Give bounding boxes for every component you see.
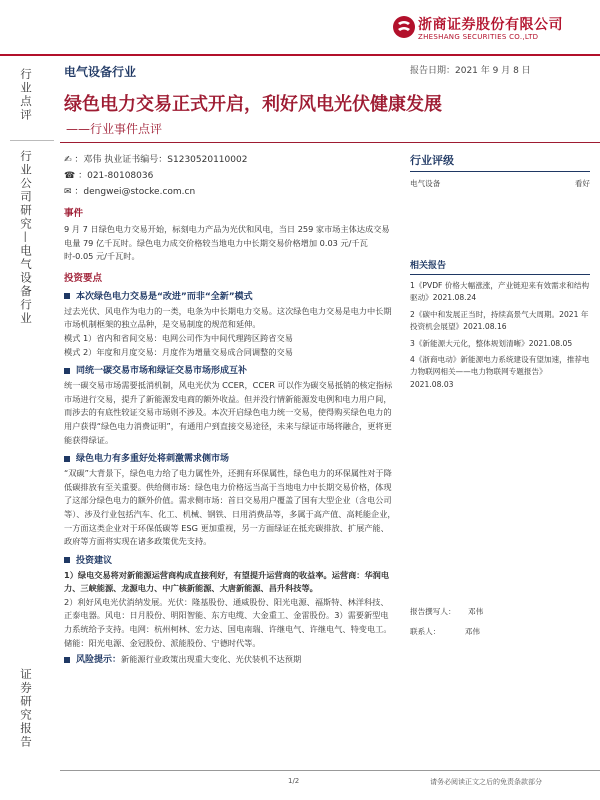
point-4-text-1: 1）绿电交易将对新能源运营商构成直接利好，有望提升运营商的收益率。运营商：华润电力、三峡能源、龙源电力、中广核新能源、大唐新能源、昌升科技等。 (64, 569, 390, 594)
page-number: 1/2 (288, 777, 300, 785)
side-label-bottom: 证券研究报告 (19, 668, 33, 749)
related-item[interactable]: 3《新能源大元化，整体规划清晰》2021.08.05 (410, 338, 573, 348)
point-1-mode-2: 模式 2）年度和月度交易：月度作为增量交易成合同调整的交易 (64, 346, 293, 357)
point-2-title: 同统一碳交易市场和绿证交易市场形成互补 (64, 363, 396, 376)
point-1-mode-1: 模式 1）省内和省间交易：电网公司作为中间代理跨区跨省交易 (64, 332, 293, 343)
point-1-title: 本次绿色电力交易是“改进”而非“全新”模式 (64, 289, 396, 302)
analyst-row (410, 606, 590, 618)
bullet-square-icon (64, 557, 70, 563)
point-2-text: 统一碳交易市场需要抵消机制，风电光伏为 CCER，CCER 可以作为碳交易抵销的核定指标市场进行交易，提升了新能源发电商的额外收益。但并没行情新能源发电例和电力用户间，而涉去的有底性较证交易市场则不涉及。本次开启绿色电力统一交易，使得购买绿色电力的用户获得“绿色电力消费证明”，有通用户到直接交易途径，未来与绿证市场将融合，更将更能获得绿证。 (64, 380, 393, 445)
company-name: 浙商证券股份有限公司 (418, 17, 563, 33)
email-row (64, 184, 195, 197)
contact-row (410, 626, 590, 638)
side-label-middle: 行业公司研究—电气设备行业 (19, 150, 33, 326)
risk-text: 新能源行业政策出现重大变化、光伏装机不达预期 (121, 654, 302, 665)
contact-label: 联系人： (410, 627, 441, 636)
risk-row (64, 653, 396, 668)
envelope-icon: ✉ (64, 187, 72, 197)
bullet-square-icon (64, 456, 70, 462)
logo-mark-icon (392, 14, 416, 40)
related-item[interactable]: 4《浙商电动》新能源电力系统建设有望加速，推荐电力物联网相关——电力物联网专题报告》2021.08.03 (410, 355, 590, 389)
related-reports (410, 258, 590, 391)
person-icon: ✍ (64, 155, 72, 165)
author-name: ：邓伟 执业证书编号：S1230520110002 (74, 155, 248, 165)
side-label-top: 行业点评 (19, 68, 33, 122)
rating-name: 电气设备 (410, 179, 441, 188)
rating-row (410, 178, 590, 190)
point-3-text: “双碳”大背景下，绿色电力给了电力属性外，还拥有环保属性，绿色电力的环保属性对于降低碳排放有至关重要。供给侧市场：绿色电力价格远当高于当地电力中长期交易价格，体现了这部分绿色电力的额外价值。需求侧市场：首日交易用户覆盖了国有大型企业（含电公司等）、涉及行业包括汽车、化工、机械、钢铁、日用消费品等，多属于高产值、高耗能企业，一方面这类企业对于环保低碳等 ESG 更加重视，另一方面绿证在抵充碳排放、扩展产能、政府等方面将实现在诸多政策优先支持。 (64, 468, 396, 547)
email-address[interactable]: ：dengwei@stocke.com.cn (74, 187, 196, 197)
point-1-text: 过去光伏、风电作为电力的一类，电条为中长期电力交易。这次绿色电力交易是电力中长期市场机制框架的独立品种，是交易制度的规范和延伸。 (64, 305, 392, 330)
report-date: 报告日期：2021 年 9 月 8 日 (410, 66, 531, 76)
logo (392, 14, 416, 44)
related-item[interactable]: 1《PVDF 价格大幅涨涨，产业链迎来有效需求和结构驱动》2021.08.24 (410, 281, 590, 303)
main-content (64, 205, 396, 668)
header-rule (0, 54, 600, 56)
related-heading: 相关报告 (410, 261, 447, 271)
rating-heading: 行业评级 (410, 154, 454, 167)
company-name-en: ZHESHANG SECURITIES CO.,LTD (418, 33, 539, 41)
side-divider-1 (10, 140, 54, 141)
disclaimer: 请务必阅读正文之后的免责条款部分 (430, 778, 542, 786)
sidebar (410, 152, 590, 190)
bullet-square-icon (64, 368, 70, 374)
page-subtitle: ——行业事件点评 (66, 122, 163, 136)
rating-value: 看好 (574, 179, 590, 188)
bullet-square-icon (64, 657, 70, 663)
risk-title: 风险提示： (76, 655, 122, 666)
analyst-label: 报告撰写人： (410, 607, 456, 616)
event-heading: 事件 (64, 208, 84, 219)
bullet-square-icon (64, 293, 70, 299)
event-text: 9 月 7 日绿色电力交易开始，标刻电力产品为光伏和风电，当日 259 家市场主体达成交易电量 79 亿千瓦时。绿色电力成交价格较当地电力中长期交易价格增加 0.03 元/千瓦时-0.05 元/千瓦时。 (64, 224, 390, 262)
point-4-title: 投资建议 (64, 553, 396, 566)
point-4-text-2: 2）利好风电光伏消纳发展。光伏：隆基股份、通威股份、阳光电源、福斯特、林洋科技、正泰电器。风电：日月股份、明阳智能、东方电缆、大金重工、金雷股份。3）需要新型电力系统给予支持。电网：杭州柯林、宏力达、国电南瑞、许继电气、许继电气、特变电工。储能：阳光电源、金冠股份、派能股份、宁德时代等。 (64, 596, 392, 648)
phone-row (64, 168, 153, 181)
title-rule (60, 142, 600, 143)
points-heading: 投资要点 (64, 272, 103, 284)
rating-rule (410, 171, 590, 172)
author-row (64, 152, 247, 165)
page-title: 绿色电力交易正式开启，利好风电光伏健康发展 (64, 94, 442, 115)
contact-name: 邓伟 (464, 627, 480, 636)
related-rule (410, 274, 590, 275)
footer-rule (60, 770, 600, 771)
industry-title: 电气设备行业 (64, 65, 137, 79)
phone-number: ：021-80108036 (78, 171, 154, 181)
analyst-name: 邓伟 (467, 607, 484, 616)
phone-icon: ☎ (64, 171, 76, 181)
point-3-title: 绿色电力有多重好处将刺激需求侧市场 (64, 451, 396, 464)
related-item[interactable]: 2《碳中和发展正当时，持续高景气大周期。2021 年投资机会展望》2021.08.16 (410, 309, 589, 332)
